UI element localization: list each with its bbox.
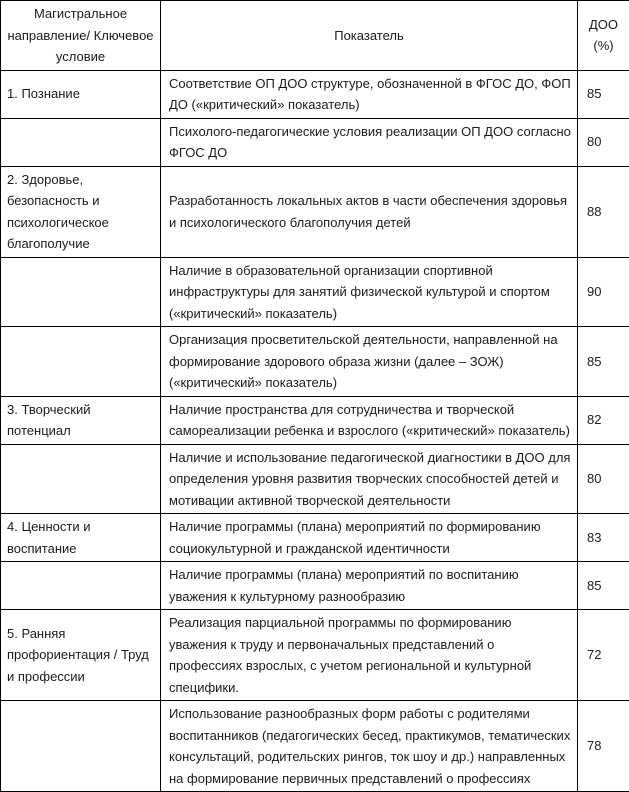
value-cell: 83 <box>578 514 629 562</box>
header-value: ДОО (%) <box>578 1 629 71</box>
indicator-cell: Наличие в образовательной организации спортивной инфраструктуры для занятий физической культурой и спортом («критический» показатель) <box>161 257 578 327</box>
table-row <box>1 701 629 792</box>
value-cell: 90 <box>578 257 629 327</box>
indicator-cell: Организация просветительской деятельности, направленной на формирование здорового образа жизни (далее – ЗОЖ) («критический» показатель) <box>161 327 578 397</box>
indicator-cell: Психолого-педагогические условия реализации ОП ДОО согласно ФГОС ДО <box>161 118 578 166</box>
table-row <box>1 514 629 562</box>
indicator-cell: Наличие программы (плана) мероприятий по формированию социокультурной и гражданской идентичности <box>161 514 578 562</box>
table-row <box>1 610 629 701</box>
table-row <box>1 257 629 327</box>
table-row <box>1 118 629 166</box>
direction-cell <box>1 701 161 792</box>
value-cell: 78 <box>578 701 629 792</box>
table-row <box>1 562 629 610</box>
indicator-cell: Наличие пространства для сотрудничества и творческой самореализации ребенка и взрослого («критический» показатель) <box>161 396 578 444</box>
direction-cell <box>1 118 161 166</box>
direction-cell: 1. Познание <box>1 70 161 118</box>
indicator-cell: Наличие программы (плана) мероприятий по воспитанию уважения к культурному разнообразию <box>161 562 578 610</box>
indicator-cell: Реализация парциальной программы по формированию уважения к труду и первоначальных представлений о профессиях взрослых, с учетом региональной и культурной специфики. <box>161 610 578 701</box>
value-cell: 80 <box>578 118 629 166</box>
table-row <box>1 70 629 118</box>
table-row <box>1 444 629 514</box>
indicator-cell: Разработанность локальных актов в части обеспечения здоровья и психологического благополучия детей <box>161 166 578 257</box>
value-cell: 85 <box>578 327 629 397</box>
indicator-cell: Наличие и использование педагогической диагностики в ДОО для определения уровня развития творческих способностей детей и мотивации активной творческой деятельности <box>161 444 578 514</box>
direction-cell <box>1 444 161 514</box>
direction-cell <box>1 562 161 610</box>
value-cell: 85 <box>578 70 629 118</box>
header-row <box>1 1 629 71</box>
header-indicator: Показатель <box>161 1 578 71</box>
direction-cell <box>1 257 161 327</box>
direction-cell <box>1 327 161 397</box>
table-row <box>1 327 629 397</box>
value-cell: 82 <box>578 396 629 444</box>
value-cell: 88 <box>578 166 629 257</box>
indicator-cell: Использование разнообразных форм работы с родителями воспитанников (педагогических бесед, практикумов, тематических консультаций, родительских рингов, ток шоу и др.) направленных на формирование первичных представлений о профессиях <box>161 701 578 792</box>
table-row <box>1 396 629 444</box>
value-cell: 85 <box>578 562 629 610</box>
direction-cell: 2. Здоровье, безопасность и психологическое благополучие <box>1 166 161 257</box>
table-row <box>1 166 629 257</box>
direction-cell: 5. Ранняя профориентация / Труд и профессии <box>1 610 161 701</box>
value-cell: 80 <box>578 444 629 514</box>
indicator-cell: Соответствие ОП ДОО структуре, обозначенной в ФГОС ДО, ФОП ДО («критический» показатель) <box>161 70 578 118</box>
direction-cell: 3. Творческий потенциал <box>1 396 161 444</box>
header-direction: Магистральное направление/ Ключевое условие <box>1 1 161 71</box>
direction-cell: 4. Ценности и воспитание <box>1 514 161 562</box>
value-cell: 72 <box>578 610 629 701</box>
